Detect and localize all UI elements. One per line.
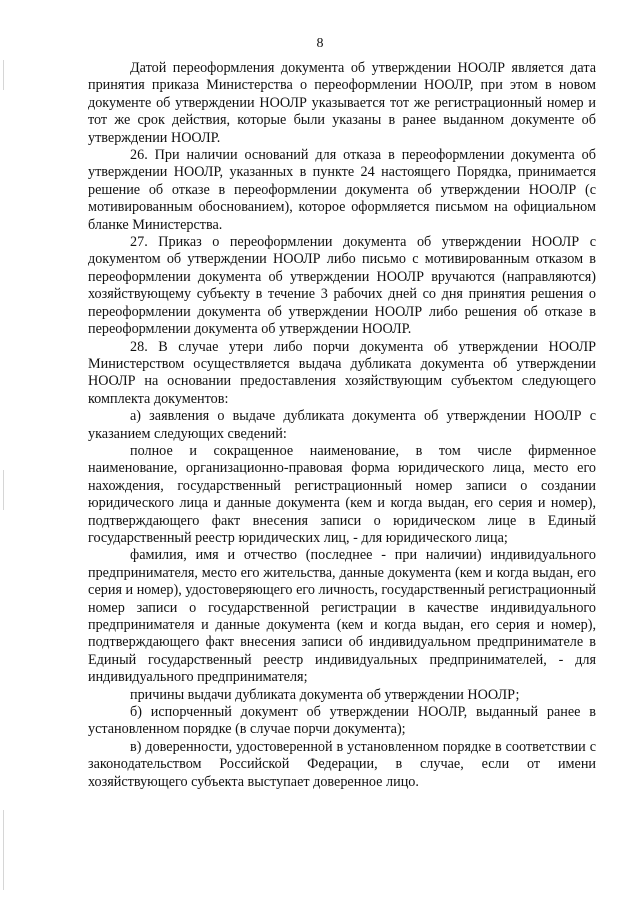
scan-edge-mark xyxy=(3,470,4,510)
paragraph-27: 27. Приказ о переоформлении документа об утверждении НООЛР с документом об утверждении НООЛР либо письмо с мотивированным отказом в переоформлении документа об утверждении НООЛР вручаются (направляются) хозяйствующему субъекту в течение 3 рабочих дней со дня принятия решения о переоформлении документа об утверждении НООЛР либо решения об отказе в переоформлении документа об утверждении НООЛР. xyxy=(88,234,596,338)
list-item-a: а) заявления о выдаче дубликата документа об утверждении НООЛР с указанием следующих сведений: xyxy=(88,408,596,442)
list-item-b: б) испорченный документ об утверждении НООЛР, выданный ранее в установленном порядке (в случае порчи документа); xyxy=(88,704,596,738)
paragraph-reissue-date: Датой переоформления документа об утверждении НООЛР является дата принятия приказа Министерства о переоформлении НООЛР, при этом в новом документе об утверждении НООЛР указывается тот же регистрационный номер и тот же срок действия, которые были указаны в ранее выданном документе об утверждении НООЛР. xyxy=(88,60,596,146)
paragraph-28: 28. В случае утери либо порчи документа об утверждении НООЛР Министерством осуществляется выдача дубликата документа об утверждении НООЛР на основании предоставления хозяйствующим субъектом следующего комплекта документов: xyxy=(88,338,596,407)
document-body xyxy=(88,60,596,791)
list-item-c: в) доверенности, удостоверенной в установленном порядке в соответствии с законодательством Российской Федерации, в случае, если от имени хозяйствующего субъекта выступает доверенное лицо. xyxy=(88,738,596,790)
paragraph-26: 26. При наличии оснований для отказа в переоформлении документа об утверждении НООЛР, указанных в пункте 24 настоящего Порядка, принимается решение об отказе в переоформлении документа об утверждении НООЛР (с мотивированным обоснованием), которое оформляется письмом на официальном бланке Министерства. xyxy=(88,147,596,233)
scan-edge-mark xyxy=(3,810,4,890)
legal-entity-details: полное и сокращенное наименование, в том числе фирменное наименование, организационно-правовая форма юридического лица, место его нахождения, государственный регистрационный номер записи о создании юридического лица и данные документа (кем и когда выдан, его серия и номер), подтверждающего факт внесения записи о юридическом лице в Единый государственный реестр юридических лиц, - для юридического лица; xyxy=(88,442,596,546)
page-number: 8 xyxy=(316,36,324,51)
scan-edge-mark xyxy=(3,60,4,90)
duplicate-reasons: причины выдачи дубликата документа об утверждении НООЛР; xyxy=(130,686,520,703)
entrepreneur-details: фамилия, имя и отчество (последнее - при наличии) индивидуального предпринимателя, место его жительства, данные документа (кем и когда выдан, его серия и номер), удостоверяющего его личность, государственный регистрационный номер записи о государственной регистрации в качестве индивидуального предпринимателя и данные документа (кем и когда выдан, его серия и номер), подтверждающего факт внесения записи об индивидуальном предпринимателе в Единый государственный реестр индивидуальных предпринимателей, - для индивидуального предпринимателя; xyxy=(88,547,596,686)
